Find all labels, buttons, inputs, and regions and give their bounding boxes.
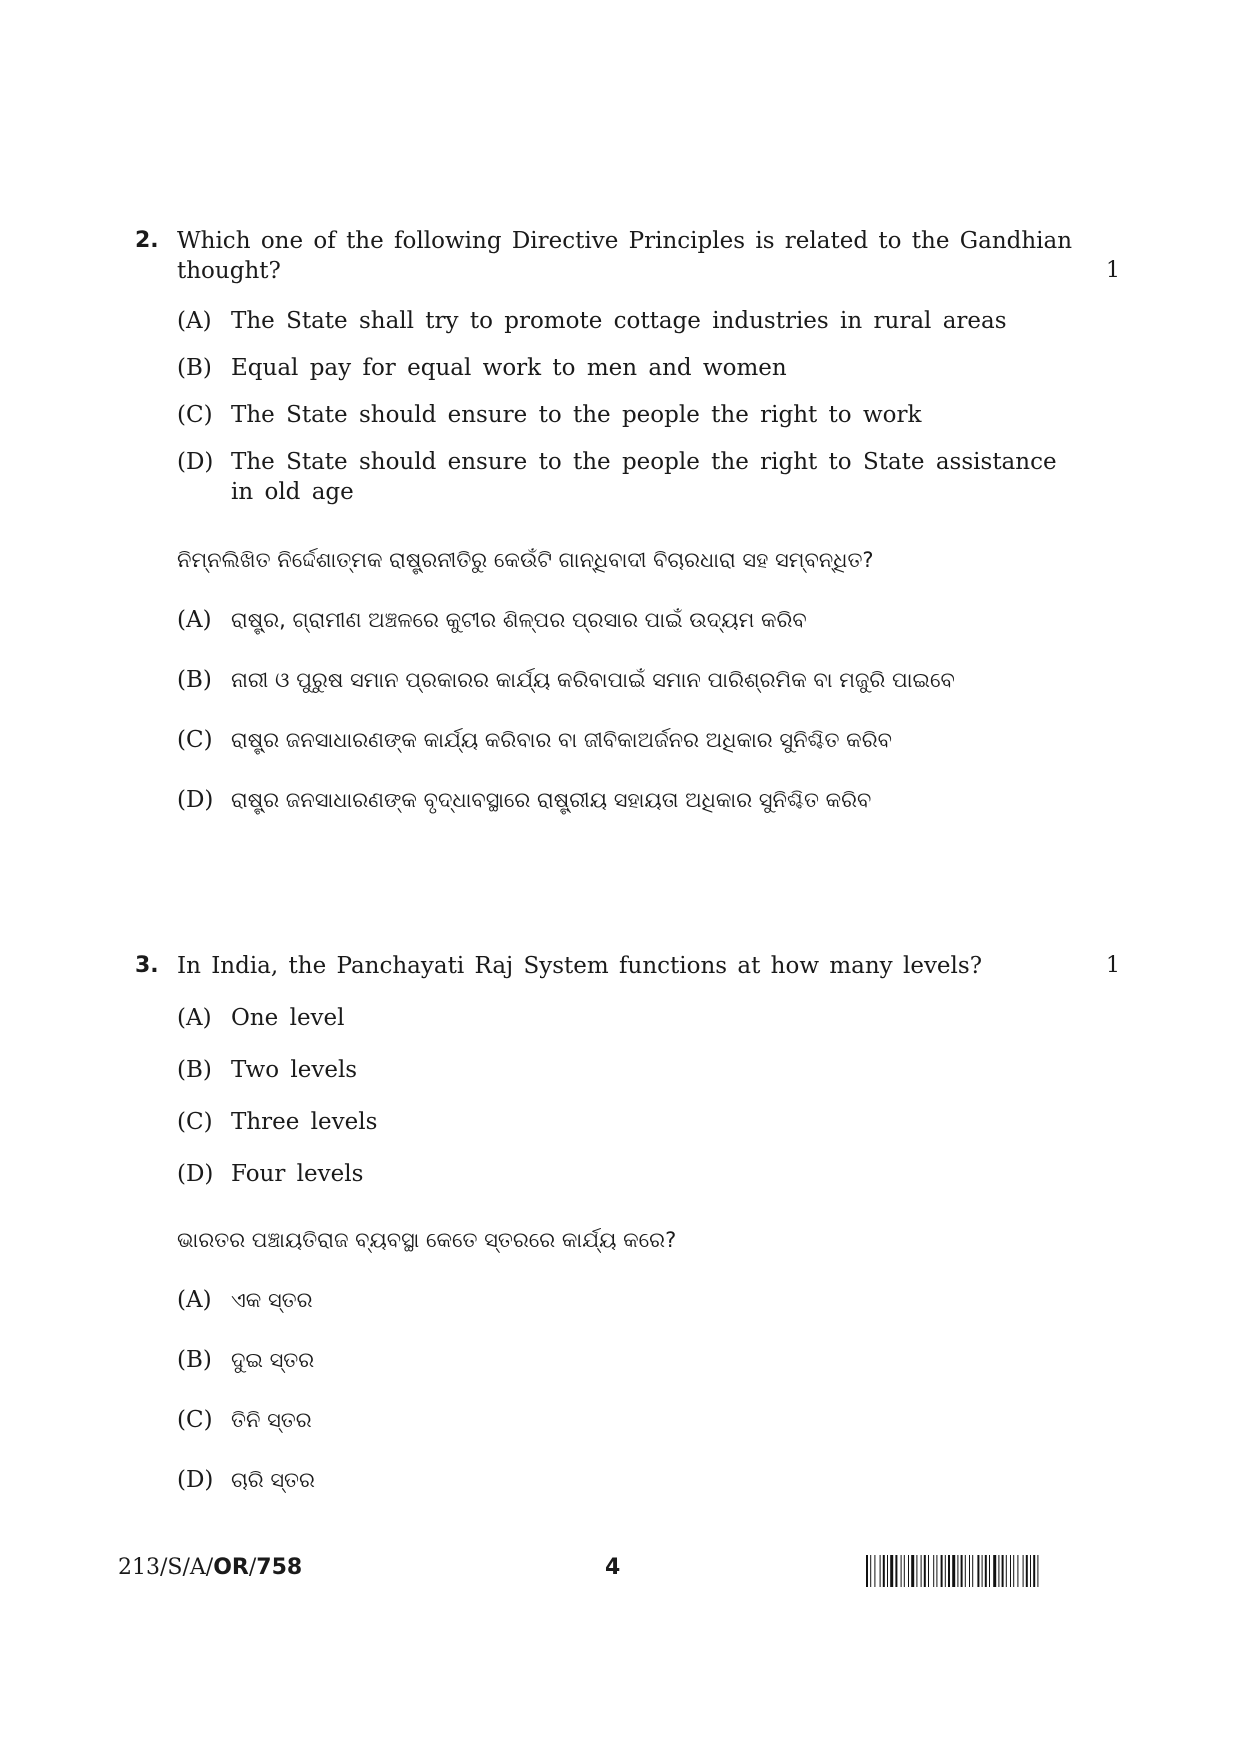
option-text: The State should ensure to the people the right to work <box>231 402 922 428</box>
option-label: (A) <box>177 308 212 334</box>
option-text: ଏକ ସ୍ତର <box>231 1288 313 1312</box>
option-b <box>177 353 1120 383</box>
paper-code-number: 758 <box>256 1555 303 1580</box>
option-label: (C) <box>177 1109 213 1135</box>
option-c <box>177 400 1120 430</box>
option-text: ଦୁଇ ସ୍ତର <box>231 1348 315 1372</box>
option-text: ରାଷ୍ଟ୍ର ଜନସାଧାରଣଙ୍କ କାର୍ଯ୍ୟ କରିବାର ବା ଜୀବିକାଅର୍ଜନର ଅଧିକାର ସୁନିଶ୍ଚିତ କରିବ <box>231 728 892 752</box>
paper-code-slash: / <box>248 1555 257 1580</box>
page-number: 4 <box>605 1555 621 1580</box>
option-label: (A) <box>177 607 212 633</box>
paper-code <box>118 1553 302 1583</box>
option-text: The State shall try to promote cottage industries in rural areas <box>231 308 1007 334</box>
question-number: 3. <box>135 953 159 978</box>
odia-option-a <box>177 605 1120 635</box>
option-label: (D) <box>177 449 214 475</box>
option-label: (B) <box>177 1347 212 1373</box>
option-label: (B) <box>177 1057 212 1083</box>
barcode-icon <box>866 1555 1128 1587</box>
paper-code-prefix: 213/S/A/ <box>118 1555 214 1580</box>
odia-question-text: ନିମ୍ନଲିଖିତ ନିର୍ଦ୍ଦେଶାତ୍ମକ ରାଷ୍ଟ୍ରନୀତିରୁ କେଉଁଟି ଗାନ୍ଧିବାଦୀ ବିଚାରଧାରା ସହ ସମ୍ବନ୍ଧିତ? <box>177 548 874 572</box>
option-label: (B) <box>177 667 212 693</box>
option-d <box>177 1159 1120 1189</box>
option-d <box>177 447 1120 507</box>
option-label: (C) <box>177 1407 213 1433</box>
question-text: Which one of the following Directive Principles is related to the Gandhian thought? <box>177 228 1073 284</box>
option-label: (A) <box>177 1287 212 1313</box>
question-header <box>135 226 1120 286</box>
question-marks: 1 <box>1106 953 1120 978</box>
question-text: In India, the Panchayati Raj System functions at how many levels? <box>177 953 983 979</box>
page-footer <box>118 1553 1128 1593</box>
odia-option-d <box>177 1465 1120 1495</box>
option-b <box>177 1055 1120 1085</box>
paper-code-language: OR <box>213 1555 249 1580</box>
option-label: (D) <box>177 1161 214 1187</box>
option-text: The State should ensure to the people the right to State assistance in old age <box>231 449 1057 505</box>
option-label: (C) <box>177 727 213 753</box>
option-a <box>177 306 1120 336</box>
odia-option-d <box>177 785 1120 815</box>
option-label: (D) <box>177 1467 214 1493</box>
question-marks: 1 <box>1106 258 1120 283</box>
odia-option-c <box>177 725 1120 755</box>
option-c <box>177 1107 1120 1137</box>
option-text: Equal pay for equal work to men and women <box>231 355 787 381</box>
option-label: (D) <box>177 787 214 813</box>
option-label: (B) <box>177 355 212 381</box>
option-text: Two levels <box>231 1057 358 1083</box>
odia-question-text: ଭାରତର ପଞ୍ଚାୟତିରାଜ ବ୍ୟବସ୍ଥା କେତେ ସ୍ତରରେ କାର୍ଯ୍ୟ କରେ? <box>177 1228 677 1252</box>
odia-option-b <box>177 1345 1120 1375</box>
question-3 <box>135 951 1120 1495</box>
option-text: Three levels <box>231 1109 378 1135</box>
odia-option-a <box>177 1285 1120 1315</box>
option-label: (C) <box>177 402 213 428</box>
question-header <box>135 951 1120 981</box>
option-label: (A) <box>177 1005 212 1031</box>
option-text: Four levels <box>231 1161 364 1187</box>
option-text: One level <box>231 1005 345 1031</box>
odia-option-b <box>177 665 1120 695</box>
option-text: ରାଷ୍ଟ୍ର ଜନସାଧାରଣଙ୍କ ବୃଦ୍ଧାବସ୍ଥାରେ ରାଷ୍ଟ୍ରୀୟ ସହାୟତା ଅଧିକାର ସୁନିଶ୍ଚିତ କରିବ <box>231 788 872 812</box>
odia-option-c <box>177 1405 1120 1435</box>
question-2 <box>135 226 1120 815</box>
option-text: ତିନି ସ୍ତର <box>231 1408 312 1432</box>
option-text: ରାଷ୍ଟ୍ର, ଗ୍ରାମୀଣ ଅଞ୍ଚଳରେ କୁଟୀର ଶିଳ୍ପର ପ୍ରସାର ପାଇଁ ଉଦ୍ୟମ କରିବ <box>231 608 807 632</box>
option-text: ଚାରି ସ୍ତର <box>231 1468 315 1492</box>
option-text: ନାରୀ ଓ ପୁରୁଷ ସମାନ ପ୍ରକାରର କାର୍ଯ୍ୟ କରିବାପାଇଁ ସମାନ ପାରିଶ୍ରମିକ ବା ମଜୁରି ପାଇବେ <box>231 668 955 692</box>
question-number: 2. <box>135 228 159 253</box>
option-a <box>177 1003 1120 1033</box>
